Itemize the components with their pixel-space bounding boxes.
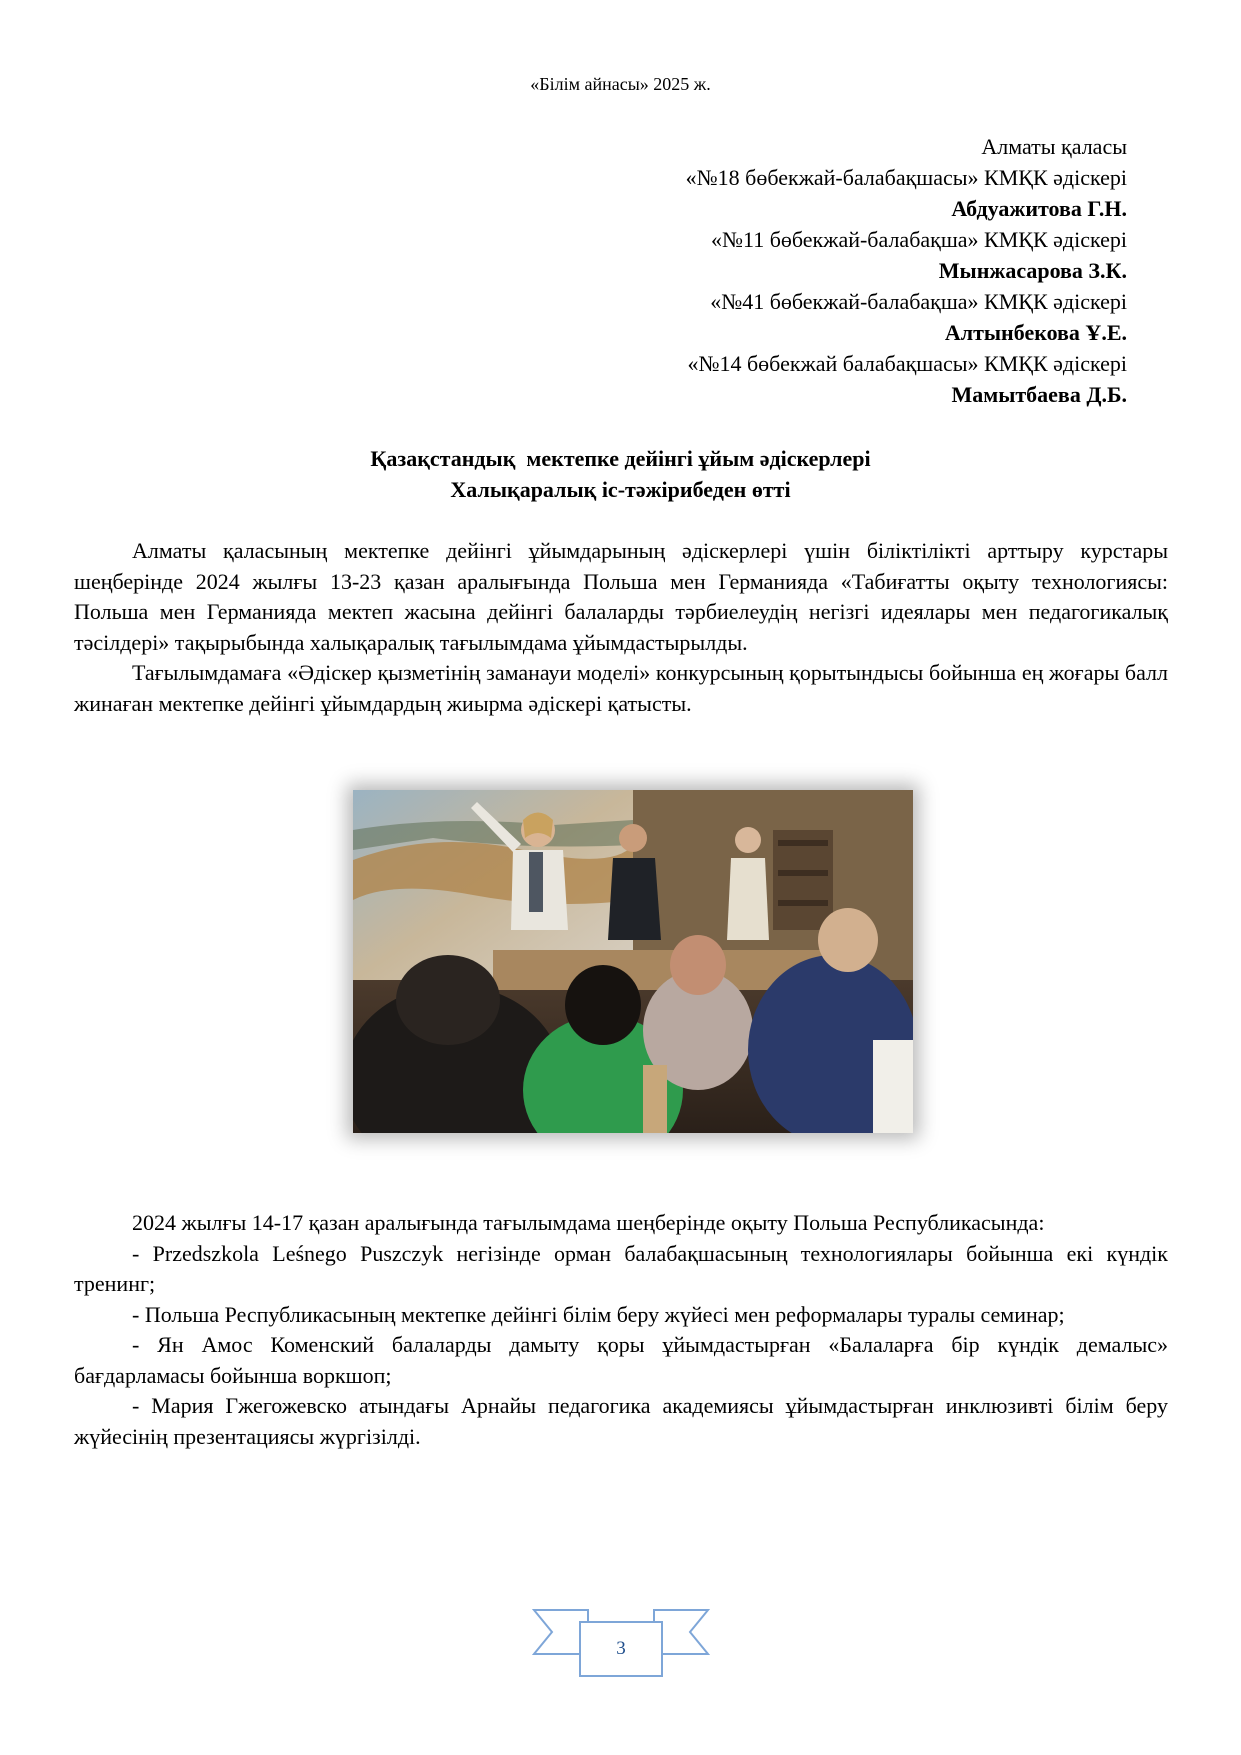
list-item: - Польша Республикасының мектепке дейінгі білім беру жүйесі мен реформалары туралы семинар; [132, 1301, 1065, 1327]
list-item: - Przedszkola Leśnego Puszczyk негізінде орман балабақшасының технологиялары бойынша екі күндік тренинг; [74, 1240, 1168, 1296]
intro-paragraph: Тағылымдамаға «Әдіскер қызметінің заманауи моделі» конкурсының қорытындысы бойынша ең жоғары балл жинаған мектепке дейінгі ұйымдардың жиырма әдіскері қатысты. [74, 660, 1168, 716]
list-intro-paragraph: 2024 жылғы 14-17 қазан аралығында тағылымдама шеңберінде оқыту Польша Республикасында: [132, 1210, 1045, 1235]
page-number: 3 [616, 1638, 626, 1659]
author-name: Алтынбекова Ұ.Е. [944, 320, 1127, 345]
journal-header: «Білім айнасы» 2025 ж. [530, 74, 711, 94]
author-name: Абдуажитова Г.Н. [951, 196, 1127, 221]
author-city: Алматы қаласы [981, 134, 1127, 159]
authors-block [686, 131, 1127, 410]
seminar-photo [353, 790, 913, 1133]
author-affiliation: «№14 бөбекжай балабақшасы» КМҚК әдіскері [687, 351, 1127, 376]
list-item: - Ян Амос Коменский балаларды дамыту қоры ұйымдастырған «Балаларға бір күндік демалыс» бағдарламасы бойынша воркшоп; [74, 1332, 1168, 1388]
title-line-1: Қазақстандық мектепке дейінгі ұйым әдіскерлері [370, 446, 871, 471]
list-item: - Мария Гжегожевско атындағы Арнайы педагогика академиясы ұйымдастырған инклюзивті білім беру жүйесінің презентациясы жүргізілді. [74, 1393, 1168, 1449]
training-list-section [74, 1208, 1168, 1452]
author-affiliation: «№41 бөбекжай-балабақша» КМҚК әдіскері [710, 289, 1127, 314]
author-name: Мынжасарова З.К. [938, 258, 1127, 283]
article-title [0, 443, 1241, 505]
author-affiliation: «№18 бөбекжай-балабақшасы» КМҚК әдіскері [685, 165, 1127, 190]
intro-paragraph: Алматы қаласының мектепке дейінгі ұйымдарының әдіскерлері үшін біліктілікті арттыру курстары шеңберінде 2024 жылғы 13-23 қазан аралығында Польша мен Германияда «Табиғатты оқыту технологиясы: Польша мен Германияда мектеп жасына дейінгі балаларды тәрбиелеудің негізгі идеялары мен педагогикалық тәсілдері» тақырыбында халықаралық тағылымдама ұйымдастырылды. [74, 538, 1168, 655]
intro-section [74, 536, 1168, 719]
author-affiliation: «№11 бөбекжай-балабақша» КМҚК әдіскері [711, 227, 1127, 252]
author-name: Мамытбаева Д.Б. [951, 382, 1127, 407]
page-number-ribbon [532, 1604, 710, 1682]
title-line-2: Халықаралық іс-тәжірибеден өтті [450, 477, 791, 502]
